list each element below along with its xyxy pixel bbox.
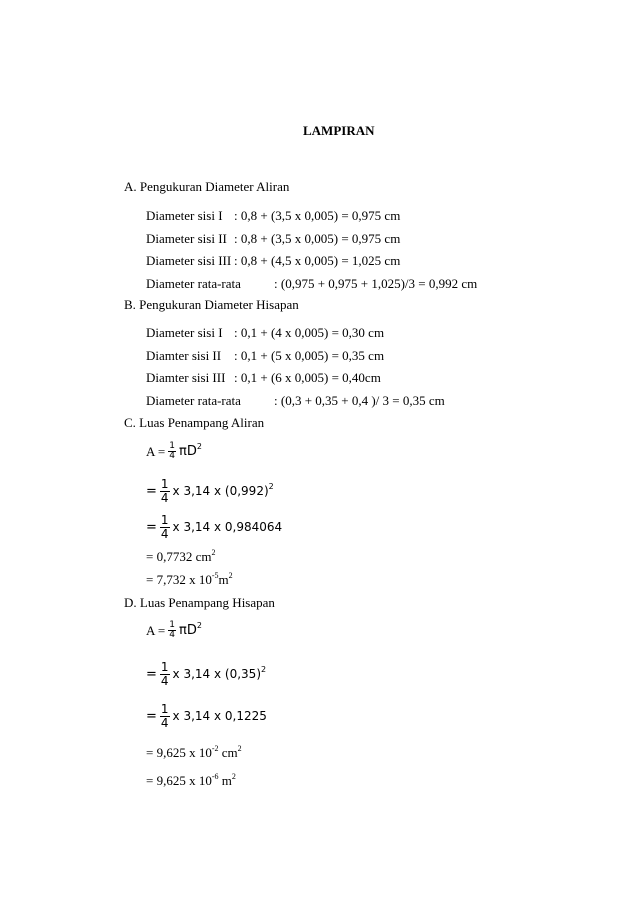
fraction-numerator: 1 (160, 477, 169, 491)
section-c-formula-fraction (168, 442, 176, 462)
section-a-row-2-value: : 0,8 + (3,5 x 0,005) = 0,975 cm (234, 231, 401, 246)
section-b-row-1-value: : 0,1 + (4 x 0,005) = 0,30 cm (234, 325, 385, 340)
section-c-formula-lhs: A = (146, 444, 166, 460)
section-c-step-2-fraction (160, 514, 170, 540)
section-c-heading: C. Luas Penampang Aliran (124, 415, 265, 430)
equals-sign: = (146, 519, 157, 535)
section-c-step-2-text: x 3,14 x 0,984064 (172, 520, 283, 535)
section-c-step-1-text: x 3,14 x (0,992) (172, 484, 269, 499)
section-d-step-2 (146, 703, 267, 729)
exponent: 2 (211, 547, 216, 557)
section-a-heading: A. Pengukuran Diameter Aliran (124, 179, 290, 194)
equals-sign: = (146, 666, 157, 682)
exponent: 2 (196, 621, 202, 631)
section-c-result-2-unit: m (218, 572, 229, 587)
section-a-row-4-label: Diameter rata-rata (146, 276, 241, 291)
section-d-heading: D. Luas Penampang Hisapan (124, 595, 275, 610)
exponent: 2 (228, 570, 233, 580)
section-d-step-2-fraction (160, 703, 170, 729)
section-d-formula-rhs: πD (179, 623, 197, 639)
section-c-formula-rhs: πD (179, 444, 197, 460)
fraction-denominator: 4 (160, 673, 169, 688)
section-b-row-1-label: Diameter sisi I (146, 325, 223, 340)
section-a-row-3-label: Diameter sisi III (146, 253, 232, 268)
fraction-numerator: 1 (169, 620, 175, 630)
section-b-row-4-label: Diameter rata-rata (146, 393, 241, 408)
section-a-row-1-value: : 0,8 + (3,5 x 0,005) = 0,975 cm (234, 208, 401, 223)
exponent: 2 (196, 442, 202, 452)
section-d-result-2-unit: m (218, 773, 232, 788)
exponent: 2 (261, 665, 267, 675)
section-d-step-1-fraction (160, 661, 170, 687)
section-d-result-1-text: = 9,625 x 10 (146, 745, 212, 760)
exponent: 2 (231, 771, 236, 781)
fraction-denominator: 4 (160, 715, 169, 730)
fraction-denominator: 4 (160, 490, 169, 505)
exponent: 2 (237, 743, 242, 753)
section-a-row-1-label: Diameter sisi I (146, 208, 223, 223)
fraction-denominator: 4 (160, 526, 169, 541)
exponent: -5 (211, 570, 219, 580)
fraction-numerator: 1 (160, 660, 169, 674)
section-c-step-2 (146, 514, 282, 540)
fraction-denominator: 4 (169, 451, 175, 462)
exponent: -6 (211, 771, 219, 781)
section-a-row-4-value: : (0,975 + 0,975 + 1,025)/3 = 0,992 cm (274, 276, 478, 291)
equals-sign: = (146, 708, 157, 724)
section-a-row-2-label: Diameter sisi II (146, 231, 227, 246)
section-c-step-1-fraction (160, 478, 170, 504)
fraction-numerator: 1 (160, 513, 169, 527)
section-d-result-2-text: = 9,625 x 10 (146, 773, 212, 788)
section-b-row-2-value: : 0,1 + (5 x 0,005) = 0,35 cm (234, 348, 385, 363)
section-a-row-3-value: : 0,8 + (4,5 x 0,005) = 1,025 cm (234, 253, 401, 268)
section-d-step-1-text: x 3,14 x (0,35) (172, 667, 261, 682)
page-title: LAMPIRAN (303, 123, 375, 138)
section-c-result-1 (146, 547, 216, 564)
section-d-step-2-text: x 3,14 x 0,1225 (172, 709, 267, 724)
exponent: -2 (211, 743, 219, 753)
section-d-step-1 (146, 661, 266, 687)
section-d-result-1-unit: cm (218, 745, 238, 760)
section-d-formula (146, 621, 202, 641)
section-b-row-4-value: : (0,3 + 0,35 + 0,4 )/ 3 = 0,35 cm (274, 393, 445, 408)
section-d-result-1 (146, 743, 242, 760)
fraction-numerator: 1 (160, 702, 169, 716)
section-b-row-3-value: : 0,1 + (6 x 0,005) = 0,40cm (234, 370, 381, 385)
fraction-numerator: 1 (169, 441, 175, 451)
fraction-denominator: 4 (169, 630, 175, 641)
section-b-row-3-label: Diamter sisi III (146, 370, 226, 385)
exponent: 2 (268, 482, 274, 492)
section-b-row-2-label: Diamter sisi II (146, 348, 222, 363)
section-c-formula (146, 442, 202, 462)
equals-sign: = (146, 483, 157, 499)
section-c-step-1 (146, 478, 274, 504)
section-d-formula-lhs: A = (146, 623, 166, 639)
section-c-result-2-text: = 7,732 x 10 (146, 572, 212, 587)
section-c-result-1-text: = 0,7732 cm (146, 549, 212, 564)
section-d-formula-fraction (168, 621, 176, 641)
section-c-result-2 (146, 570, 233, 587)
section-d-result-2 (146, 771, 236, 788)
section-b-heading: B. Pengukuran Diameter Hisapan (124, 297, 299, 312)
